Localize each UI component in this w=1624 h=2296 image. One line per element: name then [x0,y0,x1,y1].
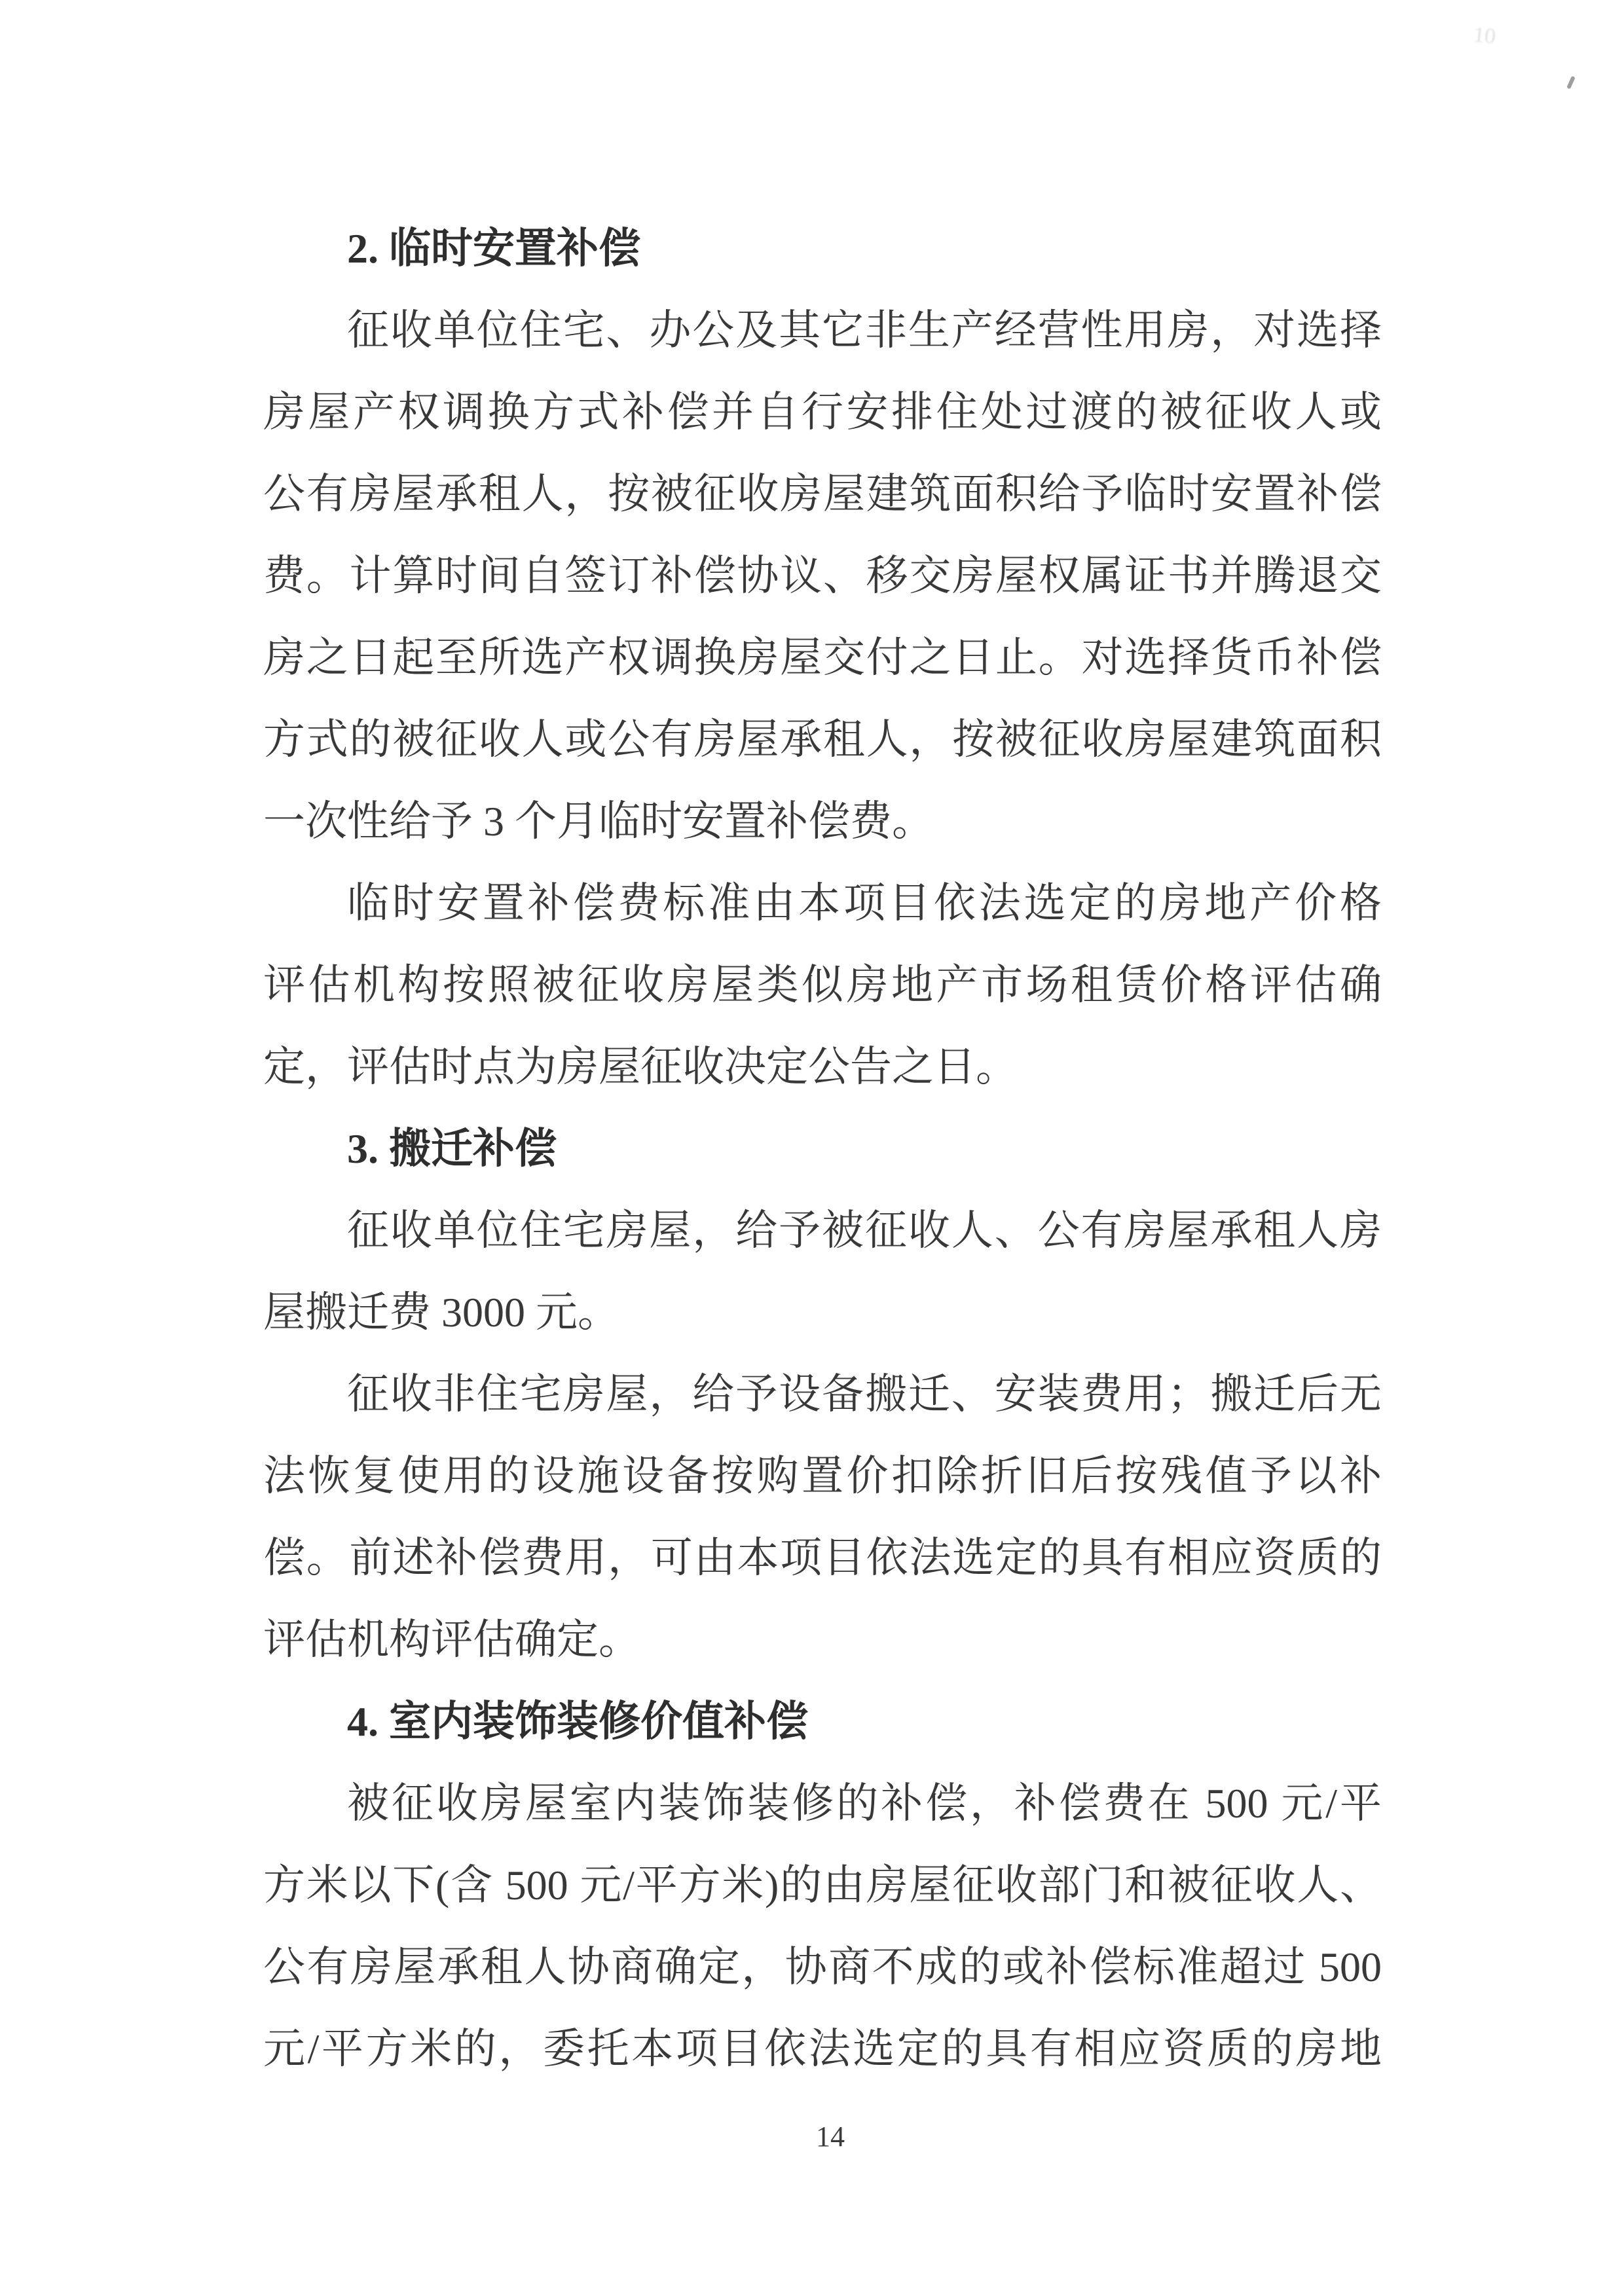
text-line: 征收单位住宅、办公及其它非生产经营性用房，对选择 [347,307,1382,354]
text-line: 一次性给予 3 个月临时安置补偿费。 [263,798,934,845]
scan-smudge-mark: 10 [1472,22,1497,49]
page-number: 14 [816,2121,845,2153]
text-line: 征收非住宅房屋，给予设备搬迁、安装费用；搬迁后无 [347,1371,1382,1417]
text-line: 元/平方米的，委托本项目依法选定的具有相应资质的房地 [263,2026,1382,2072]
text-line: 偿。前述补偿费用，可由本项目依法选定的具有相应资质的 [263,1535,1382,1581]
section-heading: 4. 室内装饰装修价值补偿 [347,1698,808,1745]
text-line: 方式的被征收人或公有房屋承租人，按被征收房屋建筑面积 [263,716,1382,763]
text-line: 评估机构评估确定。 [263,1616,640,1663]
text-line: 房屋产权调换方式补偿并自行安排住处过渡的被征收人或 [263,389,1382,435]
text-line: 费。计算时间自签订补偿协议、移交房屋权属证书并腾退交 [263,553,1382,599]
text-block [263,208,1382,2090]
text-line: 被征收房屋室内装饰装修的补偿，补偿费在 500 元/平 [347,1780,1382,1827]
text-line: 评估机构按照被征收房屋类似房地产市场租赁价格评估确 [263,962,1382,1008]
text-line: 临时安置补偿费标准由本项目依法选定的房地产价格 [347,880,1382,926]
text-line: 法恢复使用的设施设备按购置价扣除折旧后按残值予以补 [263,1453,1382,1499]
ink-speck-mark [1566,76,1576,90]
section-heading: 2. 临时安置补偿 [347,225,640,272]
text-line: 房之日起至所选产权调换房屋交付之日止。对选择货币补偿 [263,634,1382,681]
text-line: 公有房屋承租人，按被征收房屋建筑面积给予临时安置补偿 [263,471,1382,517]
text-line: 定，评估时点为房屋征收决定公告之日。 [263,1044,1018,1090]
text-line: 屋搬迁费 3000 元。 [263,1289,619,1336]
text-line: 征收单位住宅房屋，给予被征收人、公有房屋承租人房 [347,1207,1382,1254]
text-line: 公有房屋承租人协商确定，协商不成的或补偿标准超过 500 [263,1944,1382,1990]
section-heading: 3. 搬迁补偿 [347,1125,557,1172]
text-line: 方米以下(含 500 元/平方米)的由房屋征收部门和被征收人、 [263,1862,1382,1908]
